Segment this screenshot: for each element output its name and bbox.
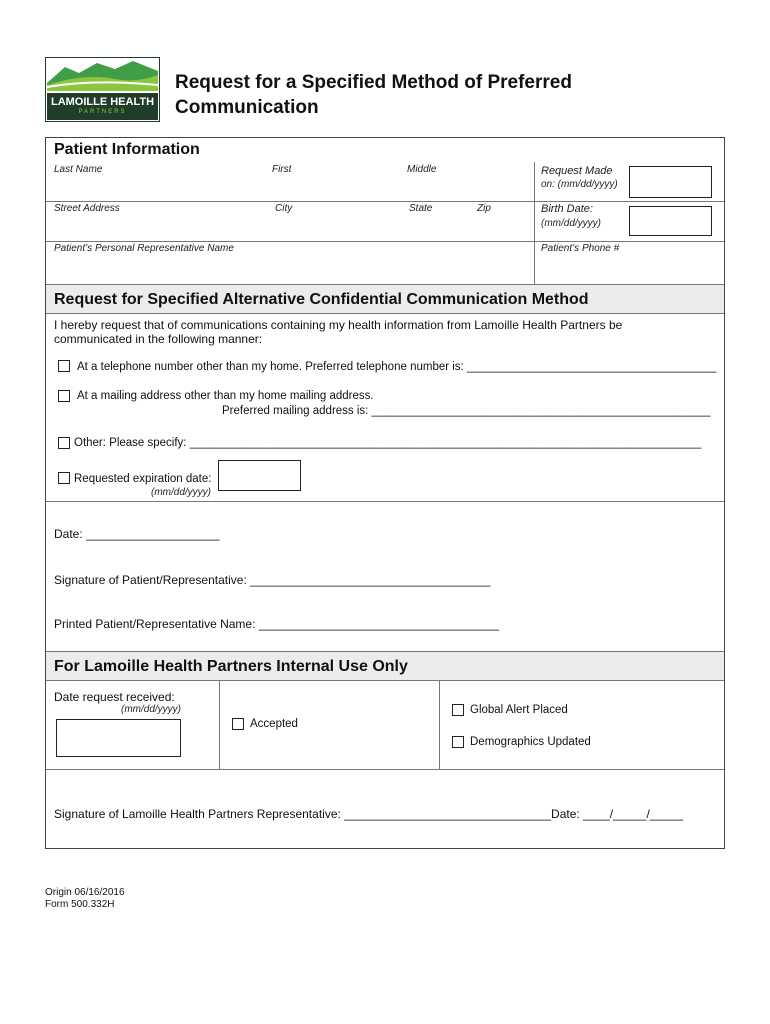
request-made-format: on: (mm/dd/yyyy) (541, 179, 618, 190)
expiration-date-input[interactable] (218, 460, 301, 491)
city-label: City (275, 203, 293, 214)
patient-signature-line[interactable]: Signature of Patient/Representative: ____________________________________ (54, 573, 491, 587)
request-intro-line2: communicated in the following manner: (54, 332, 263, 346)
demographics-label: Demographics Updated (470, 736, 591, 748)
option-mail-address-line: Preferred mailing address is: _____________________________________________________ (222, 405, 711, 417)
origin-date: Origin 06/16/2016 (45, 887, 125, 898)
option-expiration-checkbox[interactable] (58, 472, 70, 484)
date-received-input[interactable] (56, 719, 181, 757)
request-made-label: Request Made (541, 165, 613, 177)
demographics-checkbox[interactable] (452, 736, 464, 748)
representative-name-label: Patient’s Personal Representative Name (54, 243, 234, 254)
date-received-format: (mm/dd/yyyy) (121, 704, 181, 715)
birth-date-input[interactable] (629, 206, 712, 236)
footer (45, 887, 125, 911)
birth-date-label: Birth Date: (541, 203, 593, 215)
form-number: Form 500.332H (45, 899, 115, 910)
accepted-label: Accepted (250, 718, 298, 730)
option-mail-label: At a mailing address other than my home mailing address. (77, 390, 374, 402)
option-mail-checkbox[interactable] (58, 390, 70, 402)
accepted-checkbox[interactable] (232, 718, 244, 730)
logo-text-sub: PARTNERS (78, 109, 127, 115)
state-label: State (409, 203, 433, 214)
birth-date-format: (mm/dd/yyyy) (541, 218, 601, 229)
request-intro-line1: I hereby request that of communications containing my health information from Lamoille Health Partners be (54, 318, 623, 332)
date-received-label: Date request received: (54, 690, 175, 704)
zip-label: Zip (477, 203, 491, 214)
middle-name-label: Middle (407, 164, 437, 175)
option-phone-label: At a telephone number other than my home. Preferred telephone number is: _______________________________________ (77, 361, 717, 373)
option-expiration-label: Requested expiration date: (74, 473, 212, 485)
printed-name-line[interactable]: Printed Patient/Representative Name: ____________________________________ (54, 617, 500, 631)
first-name-label: First (272, 164, 292, 175)
global-alert-label: Global Alert Placed (470, 704, 568, 716)
request-method-heading: Request for Specified Alternative Confidential Communication Method (46, 284, 724, 314)
page-title: Request for a Specified Method of Preferred Communication (175, 72, 572, 118)
option-phone-checkbox[interactable] (58, 360, 70, 372)
global-alert-checkbox[interactable] (452, 704, 464, 716)
last-name-label: Last Name (54, 164, 103, 175)
representative-signature-line[interactable]: Signature of Lamoille Health Partners Representative: _______________________________Date: ____/_____/_____ (54, 807, 684, 821)
lamoille-logo (45, 57, 160, 122)
internal-use-heading: For Lamoille Health Partners Internal Use Only (46, 651, 724, 681)
signature-date-line[interactable]: Date: ____________________ (54, 527, 220, 541)
phone-label: Patient’s Phone # (541, 243, 620, 254)
street-address-label: Street Address (54, 203, 120, 214)
expiration-format: (mm/dd/yyyy) (151, 487, 211, 498)
form-container (45, 137, 725, 849)
request-made-input[interactable] (629, 166, 712, 198)
option-other-checkbox[interactable] (58, 437, 70, 449)
patient-info-heading: Patient Information (46, 138, 724, 162)
option-other-label: Other: Please specify: ________________________________________________________________________________ (74, 437, 702, 449)
logo-text-main: LAMOILLE HEALTH (50, 96, 155, 108)
